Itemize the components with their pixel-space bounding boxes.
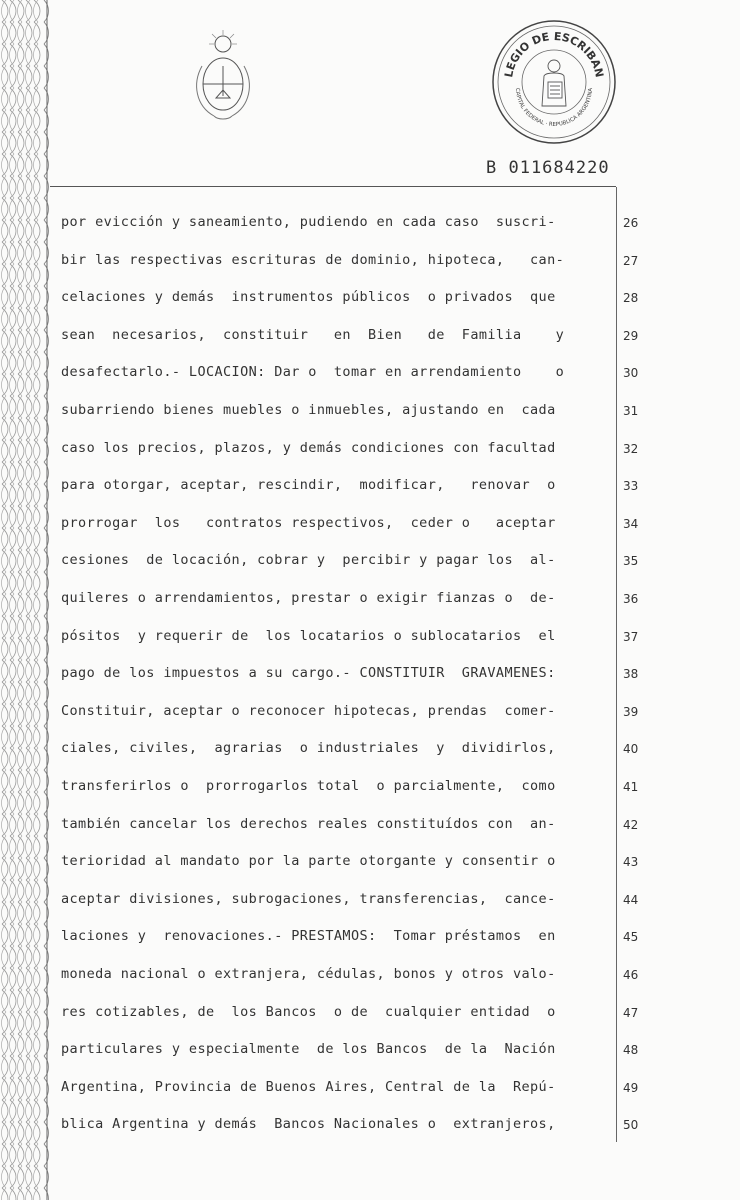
document-line xyxy=(61,778,639,808)
line-number: 50 xyxy=(623,1118,639,1133)
line-text: desafectarlo.- LOCACION: Dar o tomar en arrendamiento o xyxy=(61,364,565,381)
line-number: 39 xyxy=(623,704,639,719)
line-text: pago de los impuestos a su cargo.- CONSTITUIR GRAVAMENES: xyxy=(61,665,556,682)
line-number: 46 xyxy=(623,968,639,982)
document-line xyxy=(61,214,639,244)
line-text: por evicción y saneamiento, pudiendo en cada caso suscri- xyxy=(61,214,556,230)
document-line xyxy=(61,364,639,394)
coat-of-arms-emblem xyxy=(188,26,258,126)
line-text: quileres o arrendamientos, prestar o exigir fianzas o de- xyxy=(61,590,556,606)
seal-top-text: LEGIO DE ESCRIBAN xyxy=(502,29,606,79)
line-text: moneda nacional o extranjera, cédulas, bonos y otros valo- xyxy=(61,966,556,982)
line-number: 49 xyxy=(623,1080,639,1095)
line-number: 42 xyxy=(623,817,639,832)
line-text: transferirlos o prorrogarlos total o parcialmente, como xyxy=(61,778,556,794)
line-number: 47 xyxy=(623,1005,639,1020)
document-line xyxy=(61,740,639,770)
document-line xyxy=(61,928,639,958)
line-text: Constituir, aceptar o reconocer hipotecas, prendas comer- xyxy=(61,702,556,719)
line-text: ciales, civiles, agrarias o industriales y dividirlos, xyxy=(61,740,556,757)
seal-bottom-text: CAPITAL FEDERAL · REPUBLICA ARGENTINA xyxy=(513,87,595,129)
line-text: bir las respectivas escrituras de dominio, hipoteca, can- xyxy=(61,251,565,268)
document-line xyxy=(61,289,639,319)
line-number: 28 xyxy=(623,291,639,306)
line-text: celaciones y demás instrumentos públicos o privados que xyxy=(61,289,556,306)
svg-text:COLEGIO DE ESCRIBANOS xyxy=(490,18,606,79)
line-number: 43 xyxy=(623,855,639,870)
document-line xyxy=(61,890,639,921)
line-text: pósitos y requerir de los locatarios o sublocatarios el xyxy=(61,627,556,644)
line-number: 35 xyxy=(623,554,639,569)
line-number: 33 xyxy=(623,479,639,494)
line-number: 41 xyxy=(623,780,639,794)
line-text: Argentina, Provincia de Buenos Aires, Central de la Repú- xyxy=(61,1078,556,1095)
line-number: 36 xyxy=(623,592,639,606)
line-number: 48 xyxy=(623,1043,639,1058)
document-line xyxy=(61,552,639,582)
top-rule xyxy=(50,186,616,187)
document-line xyxy=(61,627,639,658)
notary-college-seal xyxy=(490,18,618,146)
line-text: res cotizables, de los Bancos o de cualquier entidad o xyxy=(61,1003,556,1020)
document-line xyxy=(61,1003,639,1034)
line-number: 32 xyxy=(623,441,639,456)
line-number: 37 xyxy=(623,629,639,644)
document-line xyxy=(61,702,639,733)
line-text: para otorgar, aceptar, rescindir, modificar, renovar o xyxy=(61,477,556,494)
document-line xyxy=(61,477,639,507)
line-number: 26 xyxy=(623,216,639,230)
line-number: 34 xyxy=(623,516,639,531)
line-number: 27 xyxy=(623,253,639,268)
line-number: 29 xyxy=(623,328,639,343)
line-number: 44 xyxy=(623,892,639,907)
serial-number: B 011684220 xyxy=(486,158,610,178)
document-line xyxy=(61,251,639,282)
guilloche-border xyxy=(0,0,50,1200)
document-line xyxy=(61,966,639,996)
line-number: 31 xyxy=(623,404,639,418)
line-text: aceptar divisiones, subrogaciones, transferencias, cance- xyxy=(61,890,556,907)
line-number: 40 xyxy=(623,742,639,757)
line-text: particulares y especialmente de los Bancos de la Nación xyxy=(61,1041,556,1058)
line-text: caso los precios, plazos, y demás condiciones con facultad xyxy=(61,439,556,456)
document-line xyxy=(61,1041,639,1071)
document-line xyxy=(61,590,639,620)
document-line xyxy=(61,853,639,883)
document-line xyxy=(61,665,639,695)
line-number: 38 xyxy=(623,667,639,682)
line-text: también cancelar los derechos reales constituídos con an- xyxy=(61,815,556,832)
document-line xyxy=(61,326,639,357)
line-text: sean necesarios, constituir en Bien de Familia y xyxy=(61,326,565,343)
document-line xyxy=(61,402,639,432)
document-line xyxy=(61,1116,639,1146)
line-text: terioridad al mandato por la parte otorgante y consentir o xyxy=(61,853,556,870)
document-line xyxy=(61,439,639,470)
document-line xyxy=(61,514,639,545)
line-number: 30 xyxy=(623,366,639,381)
line-number: 45 xyxy=(623,930,639,945)
line-text: prorrogar los contratos respectivos, ceder o aceptar xyxy=(61,514,556,531)
line-text: laciones y renovaciones.- PRESTAMOS: Tomar préstamos en xyxy=(61,928,556,945)
line-text: blica Argentina y demás Bancos Nacionales o extranjeros, xyxy=(61,1116,556,1133)
line-text: subarriendo bienes muebles o inmuebles, ajustando en cada xyxy=(61,402,556,418)
document-line xyxy=(61,1078,639,1109)
line-text: cesiones de locación, cobrar y percibir y pagar los al- xyxy=(61,552,556,569)
document-line xyxy=(61,815,639,846)
